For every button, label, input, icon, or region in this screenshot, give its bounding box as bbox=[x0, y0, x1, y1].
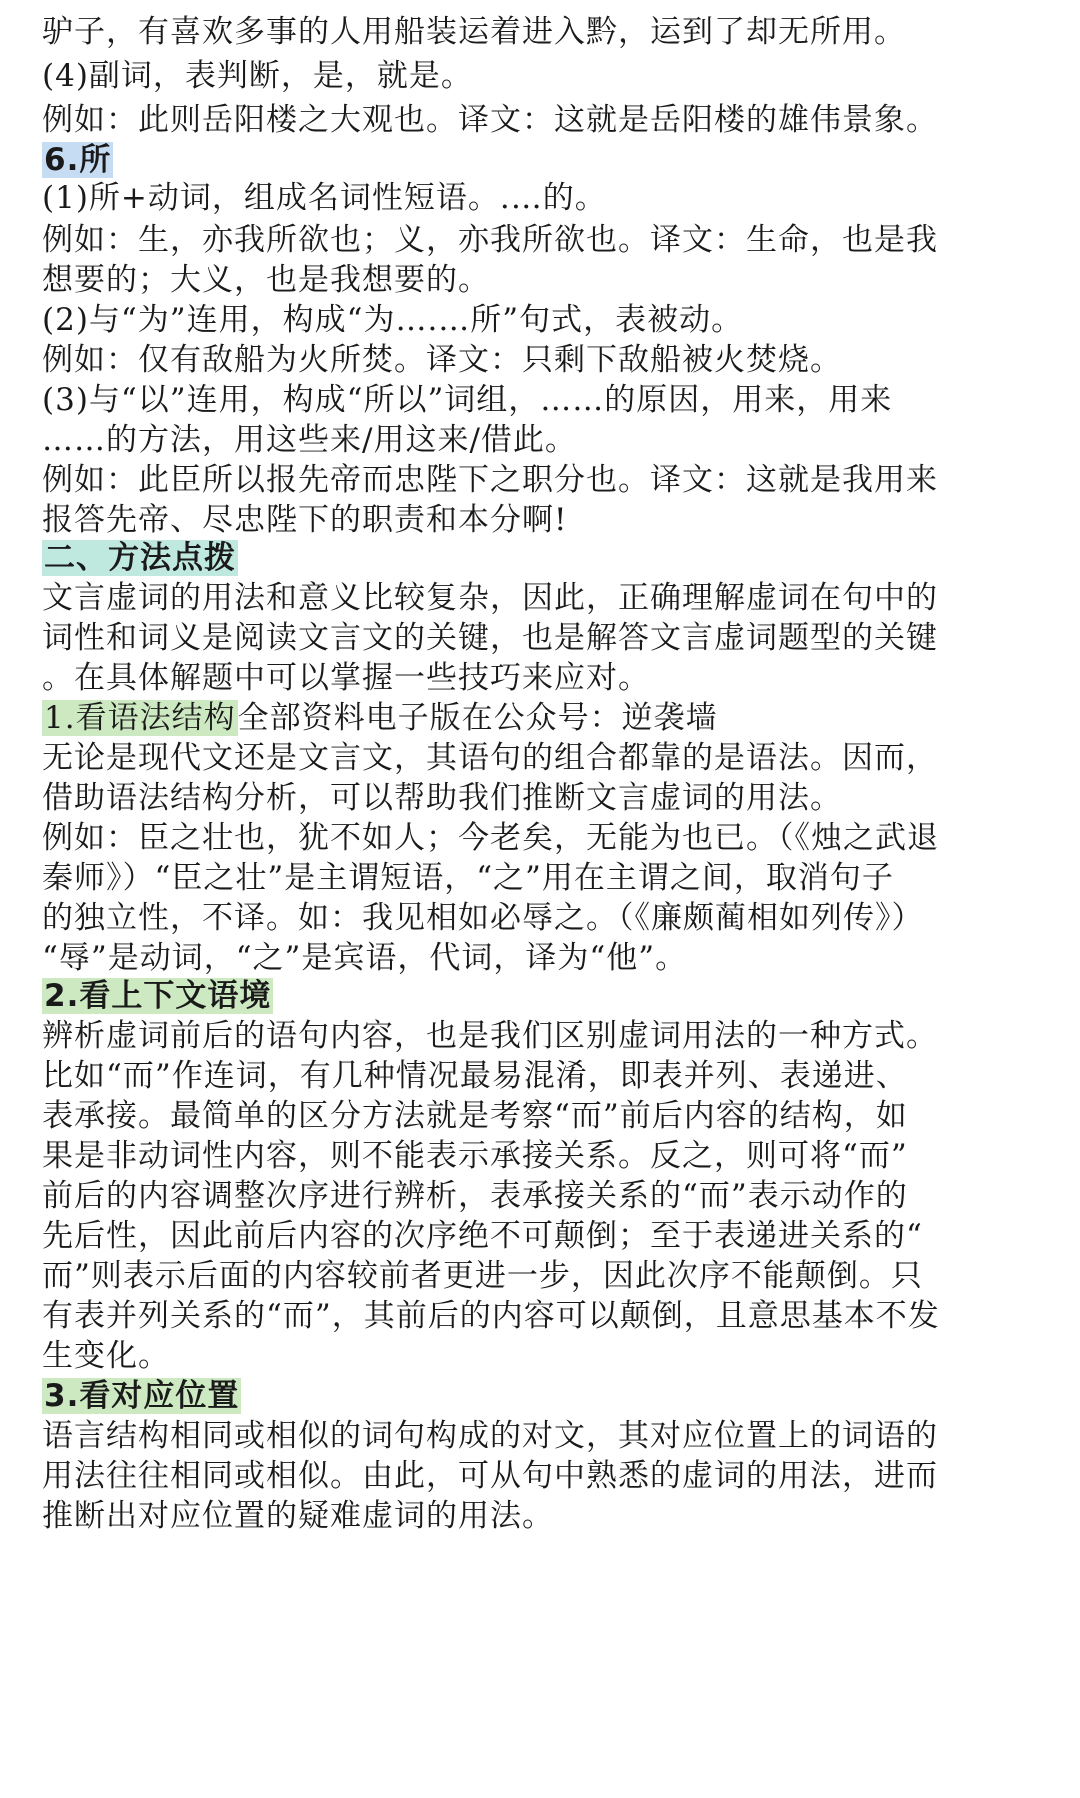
text-line: (2)与“为”连用，构成“为….…所”句式，表被动。 bbox=[42, 302, 744, 338]
text-line: 前后的内容调整次序进行辨析，表承接关系的“而”表示动作的 bbox=[42, 1178, 908, 1214]
text-line: (3)与“以”连用，构成“所以”词组，……的原因，用来，用来 bbox=[42, 382, 893, 418]
text-line: 驴子，有喜欢多事的人用船装运着进入黔，运到了却无所用。 bbox=[42, 14, 906, 50]
watermark-note: 全部资料电子版在公众号：逆袭墙 bbox=[237, 700, 718, 736]
text-line: 的独立性，不译。如：我见相如必辱之。（《廉颇蔺相如列传》） bbox=[42, 900, 924, 936]
subheading-3: 3.看对应位置 bbox=[44, 1378, 240, 1414]
text-line: 语言结构相同或相似的词句构成的对文，其对应位置上的词语的 bbox=[42, 1418, 938, 1454]
text-line: 借助语法结构分析，可以帮助我们推断文言虚词的用法。 bbox=[42, 780, 842, 816]
text-line: 比如“而”作连词，有几种情况最易混淆，即表并列、表递进、 bbox=[42, 1058, 908, 1094]
text-line: 无论是现代文还是文言文，其语句的组合都靠的是语法。因而， bbox=[42, 740, 938, 776]
text-line: 辨析虚词前后的语句内容，也是我们区别虚词用法的一种方式。 bbox=[42, 1018, 938, 1054]
text-line: 生变化。 bbox=[42, 1338, 170, 1374]
text-line: 文言虚词的用法和意义比较复杂，因此，正确理解虚词在句中的 bbox=[42, 580, 938, 616]
text-line: 先后性，因此前后内容的次序绝不可颠倒；至于表递进关系的“ bbox=[42, 1218, 923, 1254]
text-line: 例如：仅有敌船为火所焚。译文：只剩下敌船被火焚烧。 bbox=[42, 342, 842, 378]
text-line: “辱”是动词，“之”是宾语，代词，译为“他”。 bbox=[42, 940, 688, 976]
subheading-line bbox=[42, 696, 1052, 740]
text-line: 而”则表示后面的内容较前者更进一步，因此次序不能颠倒。只 bbox=[42, 1258, 923, 1294]
text-line: 有表并列关系的“而”，其前后的内容可以颠倒，且意思基本不发 bbox=[42, 1298, 940, 1334]
text-line: 例如：生，亦我所欲也；义，亦我所欲也。译文：生命，也是我 bbox=[42, 222, 938, 258]
text-line: 秦师》）“臣之壮”是主谓短语，“之”用在主谓之间，取消句子 bbox=[42, 860, 894, 896]
text-line: (1)所+动词，组成名词性短语。.…的。 bbox=[42, 180, 607, 216]
section-heading-method: 二、方法点拨 bbox=[44, 540, 236, 576]
text-line: 想要的；大义，也是我想要的。 bbox=[42, 262, 490, 298]
text-line: 。在具体解题中可以掌握一些技巧来应对。 bbox=[42, 660, 650, 696]
text-line: 例如：臣之壮也，犹不如人；今老矣，无能为也已。（《烛之武退 bbox=[42, 820, 939, 856]
text-line: 词性和词义是阅读文言文的关键，也是解答文言虚词题型的关键 bbox=[42, 620, 938, 656]
text-line: 推断出对应位置的疑难虚词的用法。 bbox=[42, 1498, 554, 1534]
text-line: (4)副词，表判断，是，就是。 bbox=[42, 58, 473, 94]
subheading-2: 2.看上下文语境 bbox=[44, 978, 272, 1014]
text-line: 果是非动词性内容，则不能表示承接关系。反之，则可将“而” bbox=[42, 1138, 908, 1174]
text-line: ……的方法，用这些来/用这来/借此。 bbox=[42, 422, 577, 458]
text-line: 报答先帝、尽忠陛下的职责和本分啊! bbox=[42, 502, 568, 538]
section-heading-6: 6.所 bbox=[44, 142, 112, 178]
subheading-1: 1.看语法结构 bbox=[44, 700, 236, 736]
text-line: 用法往往相同或相似。由此，可从句中熟悉的虚词的用法，进而 bbox=[42, 1458, 938, 1494]
text-line: 例如：此则岳阳楼之大观也。译文：这就是岳阳楼的雄伟景象。 bbox=[42, 102, 938, 138]
text-line: 例如：此臣所以报先帝而忠陛下之职分也。译文：这就是我用来 bbox=[42, 462, 938, 498]
text-line: 表承接。最简单的区分方法就是考察“而”前后内容的结构，如 bbox=[42, 1098, 908, 1134]
